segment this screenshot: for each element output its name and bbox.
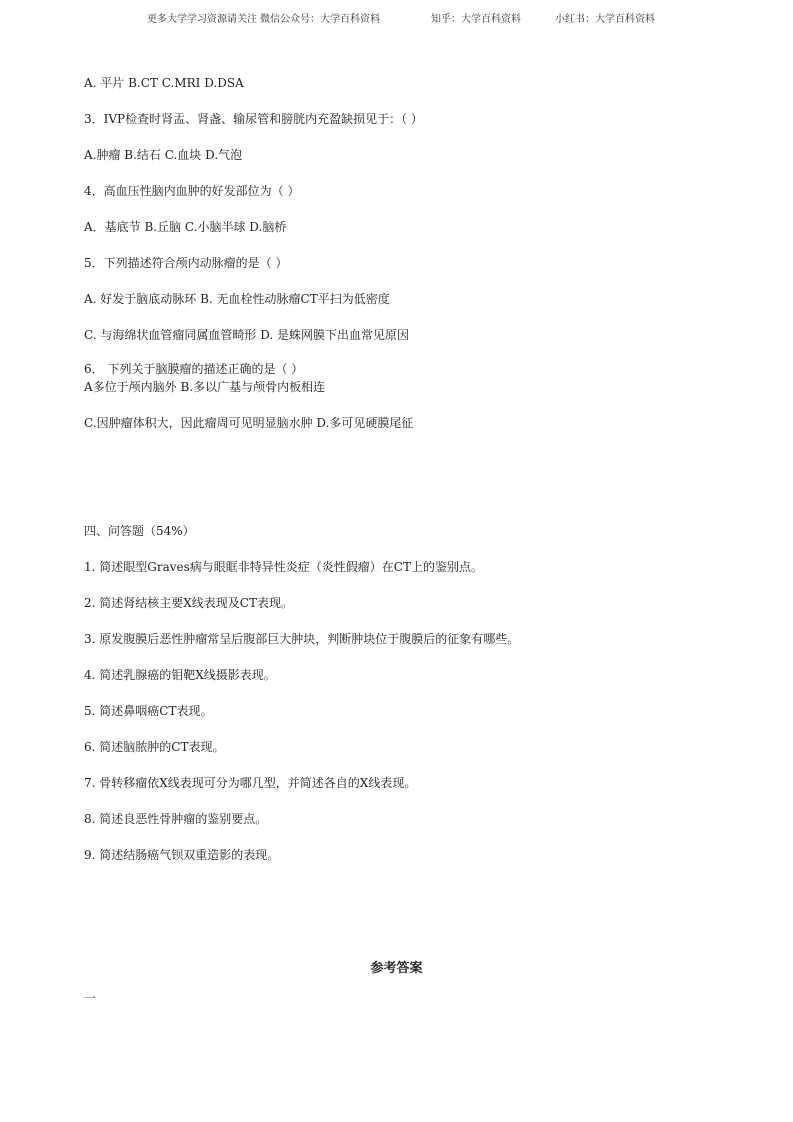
essay-question: 8. 简述良恶性骨肿瘤的鉴别要点。 <box>84 812 268 826</box>
question-line: 5．下列描述符合颅内动脉瘤的是（ ） <box>84 256 288 270</box>
answer-section-start: 一 <box>84 991 97 1005</box>
question-line: 6． 下列关于脑膜瘤的描述正确的是（ ） <box>84 362 304 376</box>
essay-question: 5. 简述鼻咽癌CT表现。 <box>84 704 213 718</box>
essay-question: 3. 原发腹膜后恶性肿瘤常呈后腹部巨大肿块，判断肿块位于腹膜后的征象有哪些。 <box>84 632 520 646</box>
option-line: C.因肿瘤体积大，因此瘤周可见明显脑水肿 D.多可见硬膜尾征 <box>84 416 414 430</box>
essay-question: 4. 简述乳腺癌的钼靶X线摄影表现。 <box>84 668 276 682</box>
option-line: A. 好发于脑底动脉环 B. 无血栓性动脉瘤CT平扫为低密度 <box>84 292 390 306</box>
question-line: 4．高血压性脑内血肿的好发部位为（ ） <box>84 184 300 198</box>
option-line: A.肿瘤 B.结石 C.血块 D.气泡 <box>84 148 243 162</box>
option-line: A. 平片 B.CT C.MRI D.DSA <box>84 76 244 90</box>
question-line: 3．IVP检查时肾盂、肾盏、输尿管和膀胱内充盈缺损见于：（ ） <box>84 112 423 126</box>
answer-title: 参考答案 <box>370 961 423 976</box>
essay-question: 1. 简述眼型Graves病与眼眶非特异性炎症（炎性假瘤）在CT上的鉴别点。 <box>84 560 483 574</box>
header-wechat: 更多大学学习资源请关注 微信公众号：大学百科资料 <box>147 14 381 25</box>
section-heading: 四、问答题（54%） <box>84 524 195 538</box>
essay-question: 7. 骨转移瘤依X线表现可分为哪几型，并简述各自的X线表现。 <box>84 776 417 790</box>
essay-question: 2. 简述肾结核主要X线表现及CT表现。 <box>84 596 293 610</box>
header-xiaohongshu: 小红书：大学百科资料 <box>555 14 655 25</box>
option-line: C. 与海绵状血管瘤同属血管畸形 D. 是蛛网膜下出血常见原因 <box>84 328 410 342</box>
essay-question: 9. 简述结肠癌气钡双重造影的表现。 <box>84 848 280 862</box>
header-zhihu: 知乎：大学百科资料 <box>431 14 521 25</box>
essay-question: 6. 简述脑脓肿的CT表现。 <box>84 740 225 754</box>
option-line: A多位于颅内脑外 B.多以广基与颅骨内板相连 <box>84 380 326 394</box>
option-line: A．基底节 B.丘脑 C.小脑半球 D.脑桥 <box>84 220 287 234</box>
